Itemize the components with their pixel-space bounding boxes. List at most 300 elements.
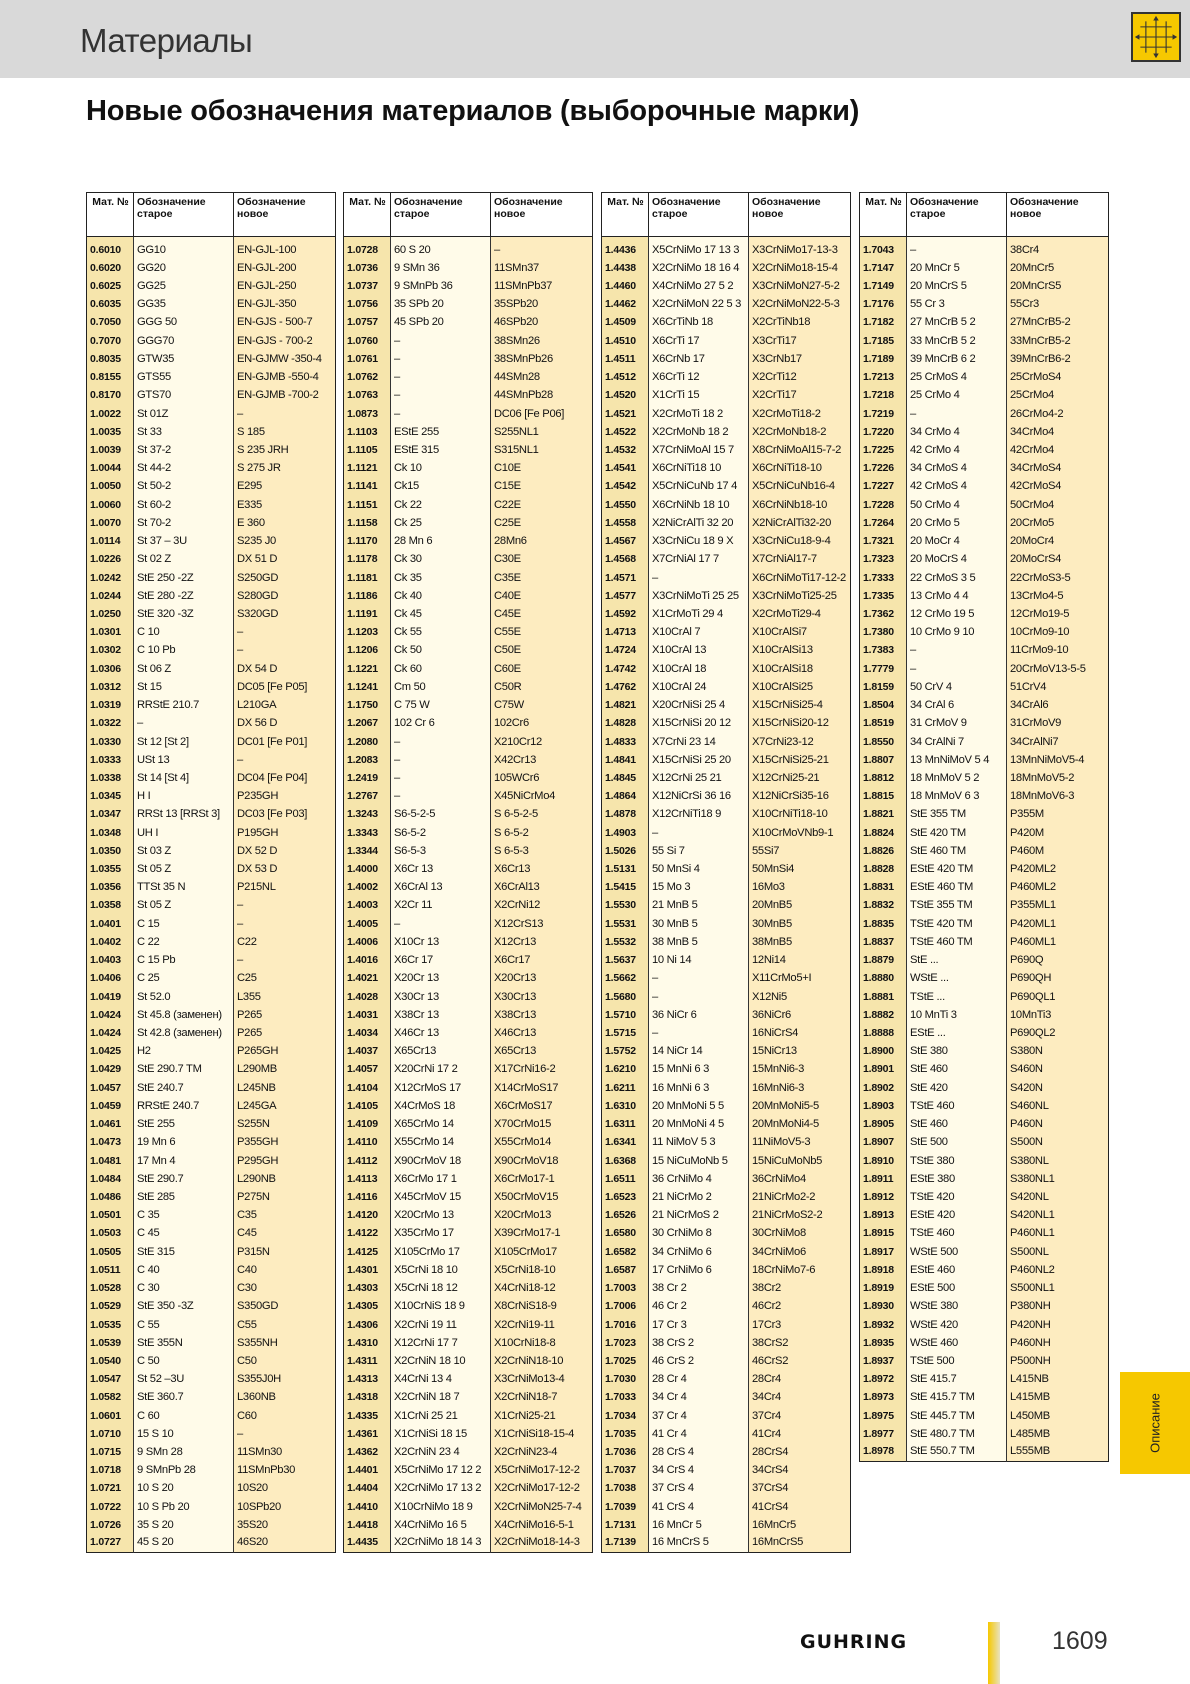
table-row <box>87 660 336 678</box>
new-designation: – <box>234 915 336 933</box>
table-row <box>344 1188 593 1206</box>
new-designation: X46Cr13 <box>491 1024 593 1042</box>
material-number: 1.2067 <box>344 714 391 732</box>
new-designation: X5CrNiMo17-12-2 <box>491 1461 593 1479</box>
table-row <box>602 896 851 914</box>
old-designation: H2 <box>134 1042 234 1060</box>
new-designation: X2CrNi19-11 <box>491 1315 593 1333</box>
old-designation: StE 250 -2Z <box>134 568 234 586</box>
old-designation: GG20 <box>134 259 234 277</box>
table-row <box>602 1024 851 1042</box>
new-designation: X3CrNiCu18-9-4 <box>749 532 851 550</box>
table-row <box>602 987 851 1005</box>
material-number: 1.4110 <box>344 1133 391 1151</box>
material-number: 1.8826 <box>860 842 907 860</box>
material-number: 1.8900 <box>860 1042 907 1060</box>
table-row <box>344 259 593 277</box>
old-designation: X2CrNiMo 18 16 4 <box>649 259 749 277</box>
material-number: 1.8828 <box>860 860 907 878</box>
material-number: 1.0250 <box>87 605 134 623</box>
old-designation: EStE 460 TM <box>907 878 1007 896</box>
new-designation: X12CrNi25-21 <box>749 769 851 787</box>
material-number: 1.0044 <box>87 459 134 477</box>
table-row <box>87 259 336 277</box>
table-row <box>87 1261 336 1279</box>
old-designation: 27 MnCrB 5 2 <box>907 313 1007 331</box>
new-designation: X3CrNiMo17-13-3 <box>749 237 851 259</box>
table-row <box>860 259 1109 277</box>
table-row <box>344 459 593 477</box>
old-designation: 11 NiMoV 5 3 <box>649 1133 749 1151</box>
material-number: 1.0301 <box>87 623 134 641</box>
side-tab-description[interactable] <box>1120 1372 1190 1474</box>
material-number: 1.7003 <box>602 1279 649 1297</box>
material-number: 1.4568 <box>602 550 649 568</box>
new-designation: 41Cr4 <box>749 1425 851 1443</box>
old-designation: X6CrTi 17 <box>649 332 749 350</box>
new-designation: S320GD <box>234 605 336 623</box>
table-row <box>344 441 593 459</box>
material-number: 1.0715 <box>87 1443 134 1461</box>
material-number: 1.4520 <box>602 386 649 404</box>
old-designation: 28 Cr 4 <box>649 1370 749 1388</box>
new-designation: EN-GJMB -550-4 <box>234 368 336 386</box>
new-designation: 18MnMoV5-2 <box>1007 769 1109 787</box>
material-number: 1.8930 <box>860 1297 907 1315</box>
table-row <box>344 587 593 605</box>
old-designation: 17 CrNiMo 6 <box>649 1261 749 1279</box>
table-row <box>602 951 851 969</box>
table-row <box>344 1079 593 1097</box>
material-number: 1.0319 <box>87 696 134 714</box>
old-designation: 20 MoCrS 4 <box>907 550 1007 568</box>
old-designation: StE 255 <box>134 1115 234 1133</box>
table-row <box>87 1334 336 1352</box>
material-number: 1.4116 <box>344 1188 391 1206</box>
header-new-designation: Обозначение новое <box>749 193 851 237</box>
table-row <box>87 295 336 313</box>
material-number: 1.7189 <box>860 350 907 368</box>
new-designation: X2CrNiN23-4 <box>491 1443 593 1461</box>
table-row <box>87 1443 336 1461</box>
table-row <box>602 660 851 678</box>
table-row <box>344 660 593 678</box>
material-number: 1.7016 <box>602 1315 649 1333</box>
old-designation: GGG70 <box>134 332 234 350</box>
material-number: 1.8519 <box>860 714 907 732</box>
old-designation: WStE 420 <box>907 1315 1007 1333</box>
old-designation: GGG 50 <box>134 313 234 331</box>
material-number: 1.0406 <box>87 969 134 987</box>
table-row <box>87 237 336 259</box>
old-designation: X6CrNiTi18 10 <box>649 459 749 477</box>
new-designation: 46S20 <box>234 1534 336 1552</box>
new-designation: 18CrNiMo7-6 <box>749 1261 851 1279</box>
new-designation: P420ML2 <box>1007 860 1109 878</box>
new-designation: 36NiCr6 <box>749 1006 851 1024</box>
new-designation: X3CrNb17 <box>749 350 851 368</box>
old-designation: GG25 <box>134 277 234 295</box>
new-designation: 34CrAl6 <box>1007 696 1109 714</box>
table-row <box>87 332 336 350</box>
material-number: 1.7139 <box>602 1534 649 1552</box>
new-designation: P315N <box>234 1243 336 1261</box>
material-number: 1.0722 <box>87 1498 134 1516</box>
old-designation: X10Cr 13 <box>391 933 491 951</box>
table-row <box>602 532 851 550</box>
material-number: 1.4558 <box>602 514 649 532</box>
old-designation: X38Cr 13 <box>391 1006 491 1024</box>
material-number: 1.0728 <box>344 237 391 259</box>
material-number: 1.4567 <box>602 532 649 550</box>
old-designation: St 05 Z <box>134 896 234 914</box>
old-designation: 42 CrMo 4 <box>907 441 1007 459</box>
material-number: 1.7362 <box>860 605 907 623</box>
material-number: 1.0419 <box>87 987 134 1005</box>
old-designation: RRStE 210.7 <box>134 696 234 714</box>
old-designation: – <box>391 915 491 933</box>
material-number: 1.4462 <box>602 295 649 313</box>
material-number: 1.8831 <box>860 878 907 896</box>
old-designation: 20 MoCr 4 <box>907 532 1007 550</box>
material-number: 1.4438 <box>602 259 649 277</box>
table-row <box>344 1060 593 1078</box>
table-row <box>87 896 336 914</box>
old-designation: EStE 315 <box>391 441 491 459</box>
header-material-number: Мат. № <box>87 193 134 237</box>
material-number: 1.1181 <box>344 568 391 586</box>
table-row <box>344 1461 593 1479</box>
table-row <box>860 1024 1109 1042</box>
table-row <box>87 1060 336 1078</box>
new-designation: X39CrMo17-1 <box>491 1224 593 1242</box>
table-row <box>344 1042 593 1060</box>
old-designation: X1CrTi 15 <box>649 386 749 404</box>
new-designation: 16NiCrS4 <box>749 1024 851 1042</box>
table-row <box>344 313 593 331</box>
table-row <box>860 1170 1109 1188</box>
old-designation: X4CrNi 13 4 <box>391 1370 491 1388</box>
material-number: 1.0345 <box>87 787 134 805</box>
new-designation: X12CrS13 <box>491 915 593 933</box>
old-designation: 38 CrS 2 <box>649 1334 749 1352</box>
table-row <box>344 842 593 860</box>
new-designation: C30 <box>234 1279 336 1297</box>
materials-table-2 <box>343 192 593 1553</box>
table-row <box>344 1352 593 1370</box>
new-designation: 46Cr2 <box>749 1297 851 1315</box>
table-row <box>860 915 1109 933</box>
new-designation: 11SMnPb37 <box>491 277 593 295</box>
old-designation: St 12 [St 2] <box>134 732 234 750</box>
new-designation: DC03 [Fe P03] <box>234 805 336 823</box>
table-row <box>344 514 593 532</box>
old-designation: 13 MnNiMoV 5 4 <box>907 751 1007 769</box>
material-number: 1.7321 <box>860 532 907 550</box>
old-designation: TStE 380 <box>907 1151 1007 1169</box>
new-designation: 22CrMoS3-5 <box>1007 568 1109 586</box>
old-designation: 38 Cr 2 <box>649 1279 749 1297</box>
new-designation: L485MB <box>1007 1425 1109 1443</box>
old-designation: C 15 <box>134 915 234 933</box>
table-row <box>602 459 851 477</box>
table-row <box>860 423 1109 441</box>
new-designation: X2CrNiN18-10 <box>491 1352 593 1370</box>
table-row <box>344 623 593 641</box>
old-designation: StE 315 <box>134 1243 234 1261</box>
table-row <box>860 805 1109 823</box>
material-number: 1.8905 <box>860 1115 907 1133</box>
new-designation: S250GD <box>234 568 336 586</box>
new-designation: 37CrS4 <box>749 1479 851 1497</box>
table-row <box>602 404 851 422</box>
table-row <box>87 477 336 495</box>
material-number: 1.4303 <box>344 1279 391 1297</box>
old-designation: X10CrAl 13 <box>649 641 749 659</box>
old-designation: UH I <box>134 824 234 842</box>
table-row <box>344 1334 593 1352</box>
material-number: 1.8882 <box>860 1006 907 1024</box>
material-number: 1.8972 <box>860 1370 907 1388</box>
new-designation: P265 <box>234 1006 336 1024</box>
table-row <box>87 441 336 459</box>
new-designation: S420N <box>1007 1079 1109 1097</box>
old-designation: C 60 <box>134 1407 234 1425</box>
old-designation: WStE ... <box>907 969 1007 987</box>
old-designation: X3CrNiCu 18 9 X <box>649 532 749 550</box>
new-designation: X6CrNiTi18-10 <box>749 459 851 477</box>
table-row <box>602 1224 851 1242</box>
header-old-designation: Обозначение старое <box>391 193 491 237</box>
table-row <box>344 1133 593 1151</box>
material-number: 1.0763 <box>344 386 391 404</box>
new-designation: L415MB <box>1007 1388 1109 1406</box>
new-designation: E335 <box>234 496 336 514</box>
material-number: 1.0459 <box>87 1097 134 1115</box>
material-number: 1.7147 <box>860 259 907 277</box>
old-designation: TStE 420 TM <box>907 915 1007 933</box>
old-designation: – <box>391 404 491 422</box>
material-number: 1.7226 <box>860 459 907 477</box>
new-designation: P460M <box>1007 842 1109 860</box>
old-designation: 35 S 20 <box>134 1516 234 1534</box>
old-designation: X15CrNiSi 25 20 <box>649 751 749 769</box>
old-designation: – <box>907 237 1007 259</box>
table-row <box>602 1334 851 1352</box>
material-number: 1.0511 <box>87 1261 134 1279</box>
old-designation: StE 280 -2Z <box>134 587 234 605</box>
table-row <box>602 1279 851 1297</box>
table-row <box>87 951 336 969</box>
new-designation: X15CrNiSi20-12 <box>749 714 851 732</box>
table-row <box>602 1206 851 1224</box>
new-designation: X3CrNiMo13-4 <box>491 1370 593 1388</box>
material-number: 1.0501 <box>87 1206 134 1224</box>
table-row <box>87 568 336 586</box>
material-number: 1.4522 <box>602 423 649 441</box>
material-number: 1.4003 <box>344 896 391 914</box>
material-number: 1.3243 <box>344 805 391 823</box>
material-number: 1.4833 <box>602 732 649 750</box>
table-row <box>602 696 851 714</box>
new-designation: P690QL1 <box>1007 987 1109 1005</box>
old-designation: 39 MnCrB 6 2 <box>907 350 1007 368</box>
old-designation: St 37 – 3U <box>134 532 234 550</box>
new-designation: 16MnCrS5 <box>749 1534 851 1552</box>
table-row <box>87 696 336 714</box>
table-row <box>87 1407 336 1425</box>
new-designation: P355M <box>1007 805 1109 823</box>
material-number: 1.8977 <box>860 1425 907 1443</box>
table-row <box>344 1006 593 1024</box>
table-row <box>87 350 336 368</box>
new-designation: X6CrMoS17 <box>491 1097 593 1115</box>
material-number: 1.8915 <box>860 1224 907 1242</box>
table-row <box>344 951 593 969</box>
material-number: 1.8932 <box>860 1315 907 1333</box>
table-row <box>87 368 336 386</box>
material-number: 1.4361 <box>344 1425 391 1443</box>
new-designation: 12Ni14 <box>749 951 851 969</box>
new-designation: 16Mo3 <box>749 878 851 896</box>
material-number: 1.4000 <box>344 860 391 878</box>
old-designation: 20 CrMo 5 <box>907 514 1007 532</box>
new-designation: X210Cr12 <box>491 732 593 750</box>
new-designation: X6CrAl13 <box>491 878 593 896</box>
material-number: 1.4592 <box>602 605 649 623</box>
old-designation: EStE 420 TM <box>907 860 1007 878</box>
table-row <box>602 1479 851 1497</box>
old-designation: EStE 420 <box>907 1206 1007 1224</box>
table-row <box>87 805 336 823</box>
material-number: 1.8907 <box>860 1133 907 1151</box>
old-designation: X46Cr 13 <box>391 1024 491 1042</box>
material-number: 1.7149 <box>860 277 907 295</box>
material-number: 1.4511 <box>602 350 649 368</box>
new-designation: X2CrNiN18-7 <box>491 1388 593 1406</box>
material-number: 1.8935 <box>860 1334 907 1352</box>
new-designation: X2CrNiMo18-14-3 <box>491 1534 593 1552</box>
table-row <box>87 587 336 605</box>
new-designation: 28CrS4 <box>749 1443 851 1461</box>
material-number: 0.7070 <box>87 332 134 350</box>
material-number: 0.8170 <box>87 386 134 404</box>
table-row <box>860 1151 1109 1169</box>
table-row <box>87 714 336 732</box>
old-designation: X1CrNi 25 21 <box>391 1407 491 1425</box>
material-number: 1.4335 <box>344 1407 391 1425</box>
table-row <box>860 514 1109 532</box>
old-designation: X20CrNi 17 2 <box>391 1060 491 1078</box>
table-row <box>344 1425 593 1443</box>
new-designation: X1CrNi25-21 <box>491 1407 593 1425</box>
old-designation: X10CrNiMo 18 9 <box>391 1498 491 1516</box>
footer-divider <box>988 1622 1000 1684</box>
old-designation: TStE 355 TM <box>907 896 1007 914</box>
new-designation: X2CrNiMoN22-5-3 <box>749 295 851 313</box>
old-designation: C 55 <box>134 1315 234 1333</box>
material-number: 1.0760 <box>344 332 391 350</box>
table-row <box>344 1370 593 1388</box>
material-number: 1.0356 <box>87 878 134 896</box>
new-designation: 27MnCrB5-2 <box>1007 313 1109 331</box>
material-number: 1.5530 <box>602 896 649 914</box>
table-row <box>344 1224 593 1242</box>
old-designation: 9 SMn 36 <box>391 259 491 277</box>
old-designation: X20CrMo 13 <box>391 1206 491 1224</box>
new-designation: L360NB <box>234 1388 336 1406</box>
old-designation: GG35 <box>134 295 234 313</box>
grid-logo-icon <box>1131 12 1181 62</box>
new-designation: S355NH <box>234 1334 336 1352</box>
material-number: 1.1178 <box>344 550 391 568</box>
material-number: 1.5637 <box>602 951 649 969</box>
table-row <box>344 1534 593 1552</box>
material-number: 1.8973 <box>860 1388 907 1406</box>
old-designation: Cm 50 <box>391 678 491 696</box>
new-designation: L290NB <box>234 1170 336 1188</box>
new-designation: C22 <box>234 933 336 951</box>
material-number: 1.4120 <box>344 1206 391 1224</box>
new-designation: X20CrMo13 <box>491 1206 593 1224</box>
new-designation: X10CrMoVNb9-1 <box>749 824 851 842</box>
material-number: 1.1206 <box>344 641 391 659</box>
table-row <box>860 459 1109 477</box>
new-designation: 36CrNiMo4 <box>749 1170 851 1188</box>
new-designation: 20MoCrS4 <box>1007 550 1109 568</box>
table-row <box>87 1133 336 1151</box>
table-row <box>860 1425 1109 1443</box>
material-number: 1.0873 <box>344 404 391 422</box>
table-row <box>602 1006 851 1024</box>
old-designation: X4CrNiMo 16 5 <box>391 1516 491 1534</box>
new-designation: X7CrNi23-12 <box>749 732 851 750</box>
old-designation: 14 NiCr 14 <box>649 1042 749 1060</box>
old-designation: 21 NiCrMoS 2 <box>649 1206 749 1224</box>
new-designation: 30MnB5 <box>749 915 851 933</box>
material-number: 1.4057 <box>344 1060 391 1078</box>
new-designation: X6Cr13 <box>491 860 593 878</box>
material-number: 1.4845 <box>602 769 649 787</box>
old-designation: X15CrNiSi 20 12 <box>649 714 749 732</box>
material-number: 1.4404 <box>344 1479 391 1497</box>
new-designation: S280GD <box>234 587 336 605</box>
table-row <box>344 878 593 896</box>
table-row <box>602 1443 851 1461</box>
old-designation: TStE 460 <box>907 1097 1007 1115</box>
new-designation: 16MnCr5 <box>749 1516 851 1534</box>
new-designation: X10CrNi18-8 <box>491 1334 593 1352</box>
material-number: 1.4125 <box>344 1243 391 1261</box>
old-designation: St 33 <box>134 423 234 441</box>
table-row <box>344 295 593 313</box>
material-number: 1.4401 <box>344 1461 391 1479</box>
table-row <box>87 496 336 514</box>
old-designation: X6CrNb 17 <box>649 350 749 368</box>
material-number: 1.4016 <box>344 951 391 969</box>
old-designation: X6Cr 17 <box>391 951 491 969</box>
old-designation: 16 MnNi 6 3 <box>649 1079 749 1097</box>
header-new-designation: Обозначение новое <box>234 193 336 237</box>
table-row <box>602 368 851 386</box>
new-designation: X2CrMoTi18-2 <box>749 404 851 422</box>
old-designation: 12 CrMo 19 5 <box>907 605 1007 623</box>
material-number: 1.7227 <box>860 477 907 495</box>
old-designation: StE 380 <box>907 1042 1007 1060</box>
table-row <box>860 313 1109 331</box>
old-designation: X6CrTi 12 <box>649 368 749 386</box>
new-designation: C35E <box>491 568 593 586</box>
